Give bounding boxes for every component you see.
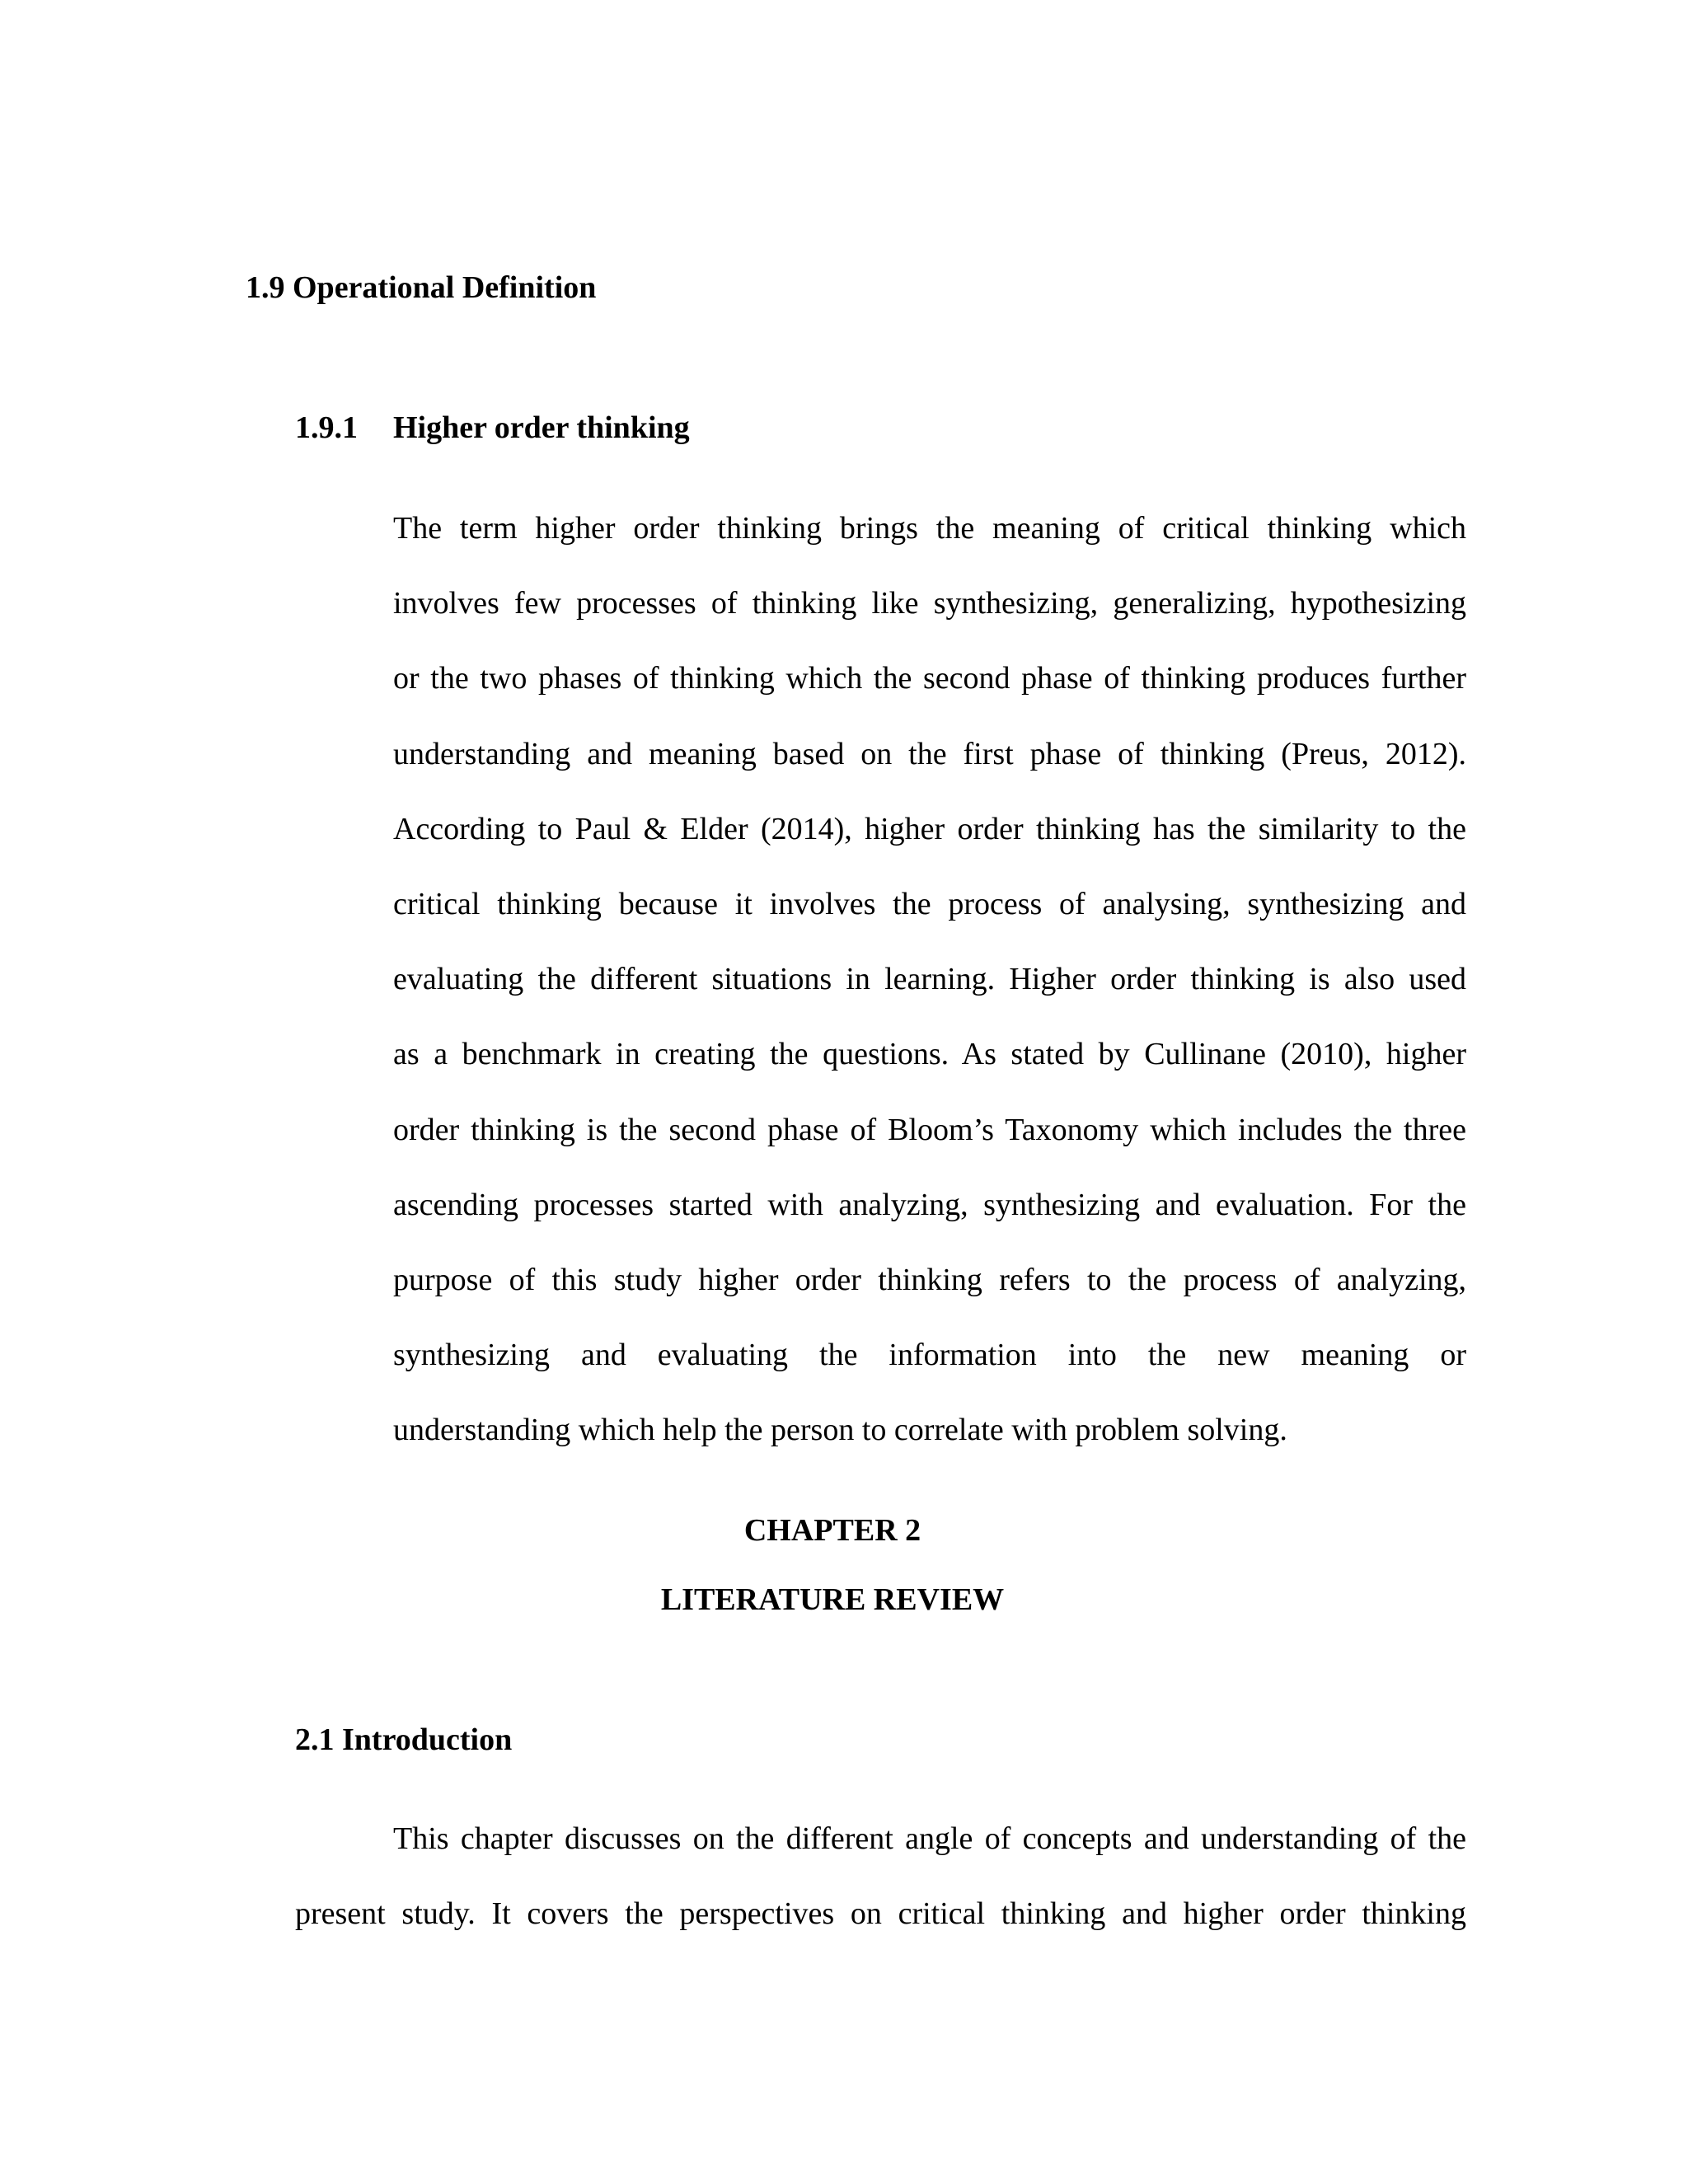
higher-order-thinking-paragraph <box>393 491 1466 1468</box>
paragraph-line: understanding which help the person to correlate with problem solving. <box>393 1413 1287 1448</box>
paragraph-line: present study. It covers the perspectives on critical thinking and higher order thinking <box>295 1896 1466 1932</box>
paragraph-line: The term higher order thinking brings the meaning of critical thinking which <box>393 511 1466 546</box>
chapter-title: LITERATURE REVIEW <box>660 1582 1005 1617</box>
paragraph-line: order thinking is the second phase of Bloom’s Taxonomy which includes the three <box>393 1112 1466 1147</box>
paragraph-line: evaluating the different situations in learning. Higher order thinking is also used <box>393 962 1466 997</box>
paragraph-line: This chapter discusses on the different angle of concepts and understanding of the <box>393 1821 1466 1856</box>
paragraph-line: or the two phases of thinking which the second phase of thinking produces further <box>393 661 1466 696</box>
paragraph-line: purpose of this study higher order thinking refers to the process of analyzing, <box>393 1262 1466 1297</box>
introduction-paragraph <box>295 1802 1466 1952</box>
paragraph-line: ascending processes started with analyzing, synthesizing and evaluation. For the <box>393 1187 1466 1222</box>
section-heading: 1.9 Operational Definition <box>246 270 597 305</box>
paragraph-line: synthesizing and evaluating the information into the new meaning or <box>393 1338 1466 1373</box>
chapter-label: CHAPTER 2 <box>743 1513 921 1548</box>
paragraph-line: critical thinking because it involves the process of analysing, synthesizing and <box>393 886 1466 921</box>
paragraph-line: According to Paul & Elder (2014), higher order thinking has the similarity to the <box>393 811 1466 846</box>
paragraph-line: understanding and meaning based on the first phase of thinking (Preus, 2012). <box>393 736 1466 771</box>
introduction-heading: 2.1 Introduction <box>295 1722 513 1757</box>
subsection-number: 1.9.1 <box>295 410 358 445</box>
paragraph-line: as a benchmark in creating the questions. As stated by Cullinane (2010), higher <box>393 1037 1466 1072</box>
paragraph-line: involves few processes of thinking like synthesizing, generalizing, hypothesizing <box>393 586 1466 621</box>
subsection-title: Higher order thinking <box>393 410 690 445</box>
